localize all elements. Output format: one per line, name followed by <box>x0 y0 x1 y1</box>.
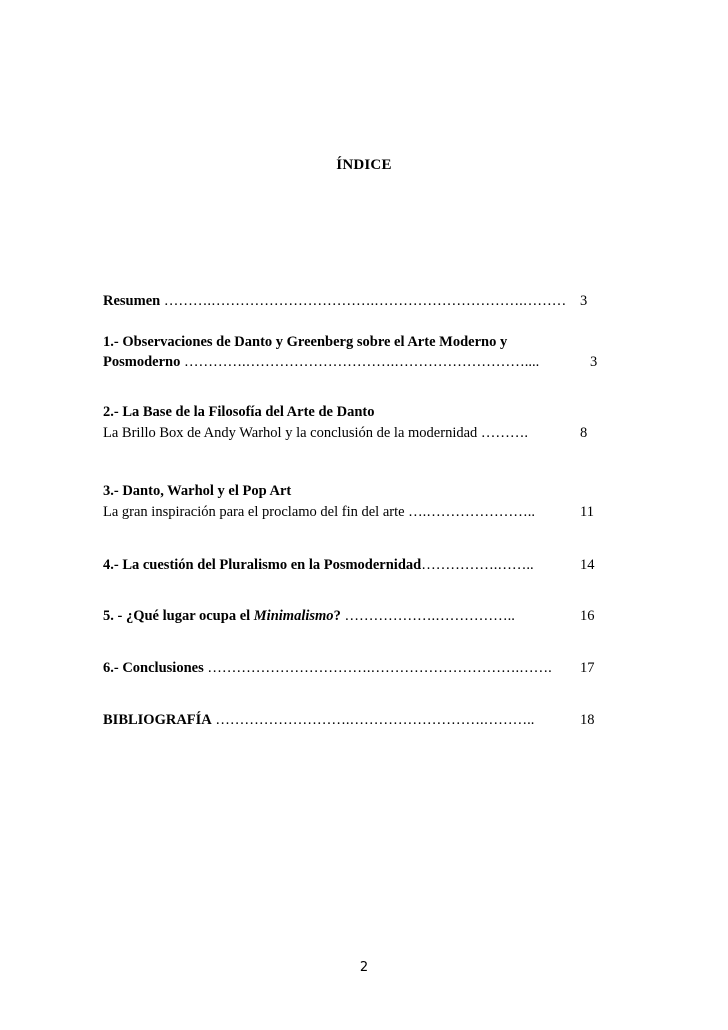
toc-subtitle: La gran inspiración para el proclamo del fin del arte ….………………….. <box>103 504 536 520</box>
toc-page-number: 8 <box>580 425 588 441</box>
toc-page-number: 18 <box>580 712 595 728</box>
toc-leader: ………….………………………….……………………….... <box>180 354 540 370</box>
toc-heading: BIBLIOGRAFÍA <box>103 712 212 728</box>
toc-entry-bibliografia[interactable] <box>103 711 597 731</box>
toc-subtitle: La Brillo Box de Andy Warhol y la conclusión de la modernidad ………. <box>103 425 529 441</box>
toc-heading: 1.- Observaciones de Danto y Greenberg sobre el Arte Moderno y <box>103 334 508 350</box>
toc-heading: 6.- Conclusiones <box>103 660 204 676</box>
footer-page-number: 2 <box>359 960 369 975</box>
toc-heading-italic: Minimalismo <box>253 608 334 624</box>
toc-entry-observaciones-line2[interactable] <box>103 353 597 373</box>
toc-heading: 3.- Danto, Warhol y el Pop Art <box>103 483 292 499</box>
toc-leader: …………………………….………………………….……. <box>203 660 552 676</box>
toc-page-number: 16 <box>580 608 595 624</box>
page-title: ÍNDICE <box>336 157 392 173</box>
toc-entry-minimalismo[interactable] <box>103 607 597 627</box>
toc-entry-conclusiones[interactable] <box>103 659 597 679</box>
toc-leader: ……………….…………….. <box>340 608 515 624</box>
toc-entry-pop-art-subtitle[interactable] <box>103 503 597 523</box>
toc-heading: 4.- La cuestión del Pluralismo en la Posmodernidad <box>103 557 422 573</box>
toc-entry-resumen[interactable] <box>103 292 597 312</box>
table-of-contents <box>103 0 597 1030</box>
toc-page-number: 3 <box>580 293 588 309</box>
toc-entry-base-filosofia[interactable] <box>103 403 597 423</box>
toc-page-number: 3 <box>590 354 598 370</box>
toc-heading-pre: 5. - ¿Qué lugar ocupa el <box>103 608 254 624</box>
toc-page-number: 11 <box>580 504 594 520</box>
toc-page-number: 14 <box>580 557 595 573</box>
toc-heading: Resumen <box>103 293 161 309</box>
toc-heading: Posmoderno <box>103 354 181 370</box>
toc-entry-base-filosofia-subtitle[interactable] <box>103 424 597 444</box>
toc-leader: …………….…….. <box>421 557 534 573</box>
toc-entry-pluralismo[interactable] <box>103 556 597 576</box>
toc-entry-pop-art[interactable] <box>103 482 597 502</box>
toc-heading-post: ? <box>333 608 341 624</box>
toc-entry-observaciones-line1[interactable] <box>103 333 597 353</box>
toc-leader: ……………………….……………………….……….. <box>211 712 535 728</box>
toc-heading: 2.- La Base de la Filosofía del Arte de Danto <box>103 404 375 420</box>
toc-leader: ……….…………………………….………………………….……… <box>160 293 567 309</box>
toc-page-number: 17 <box>580 660 595 676</box>
